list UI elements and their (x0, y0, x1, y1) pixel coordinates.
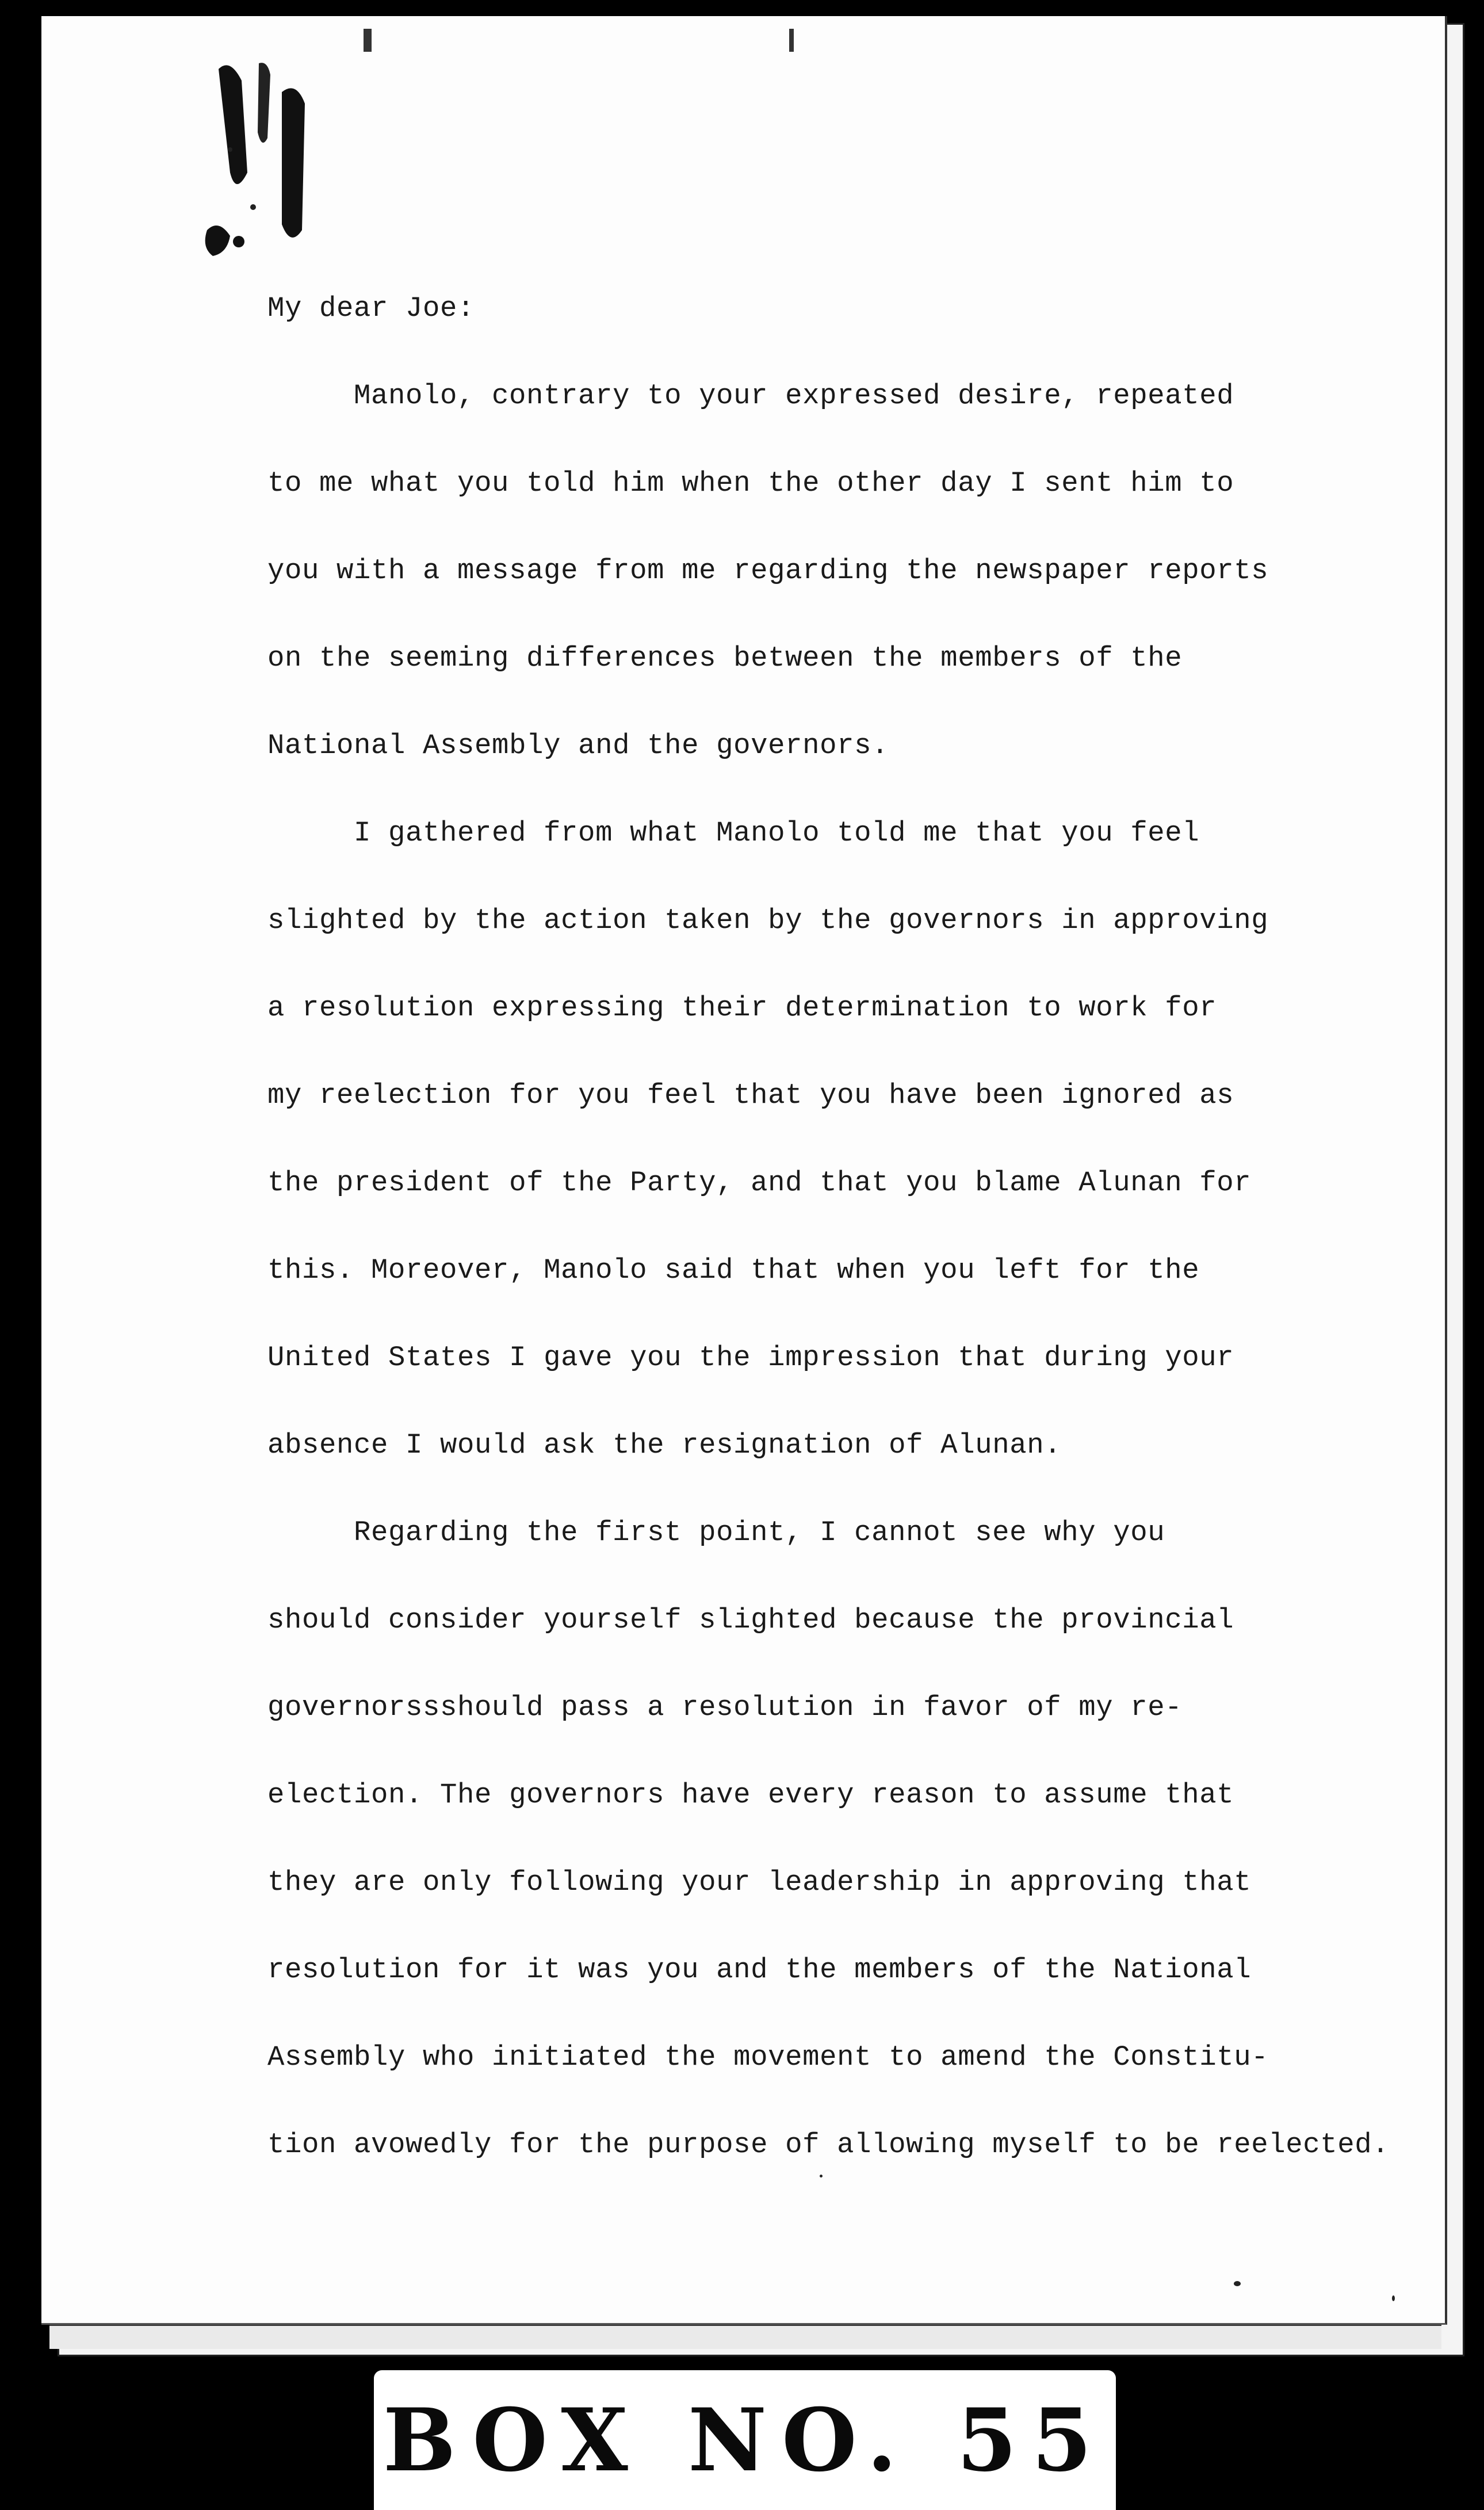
text-line: to me what you told him when the other day I sent him to (267, 467, 1234, 499)
salutation: My dear Joe: (267, 292, 475, 324)
text-line: election. The governors have every reason to assume that (267, 1779, 1234, 1811)
text-line: Regarding the first point, I cannot see why you (354, 1516, 1165, 1549)
ink-blotch (196, 58, 368, 276)
text-line: Assembly who initiated the movement to amend the Constitu- (267, 2041, 1269, 2073)
box-number-text: BOX NO. 55 (383, 2389, 1107, 2491)
text-line: should consider yourself slighted because the provincial (267, 1604, 1234, 1636)
paragraph (267, 352, 1406, 789)
ink-speck (1234, 2281, 1241, 2286)
paragraphs (267, 352, 1406, 2188)
text-line: United States I gave you the impression that during your (267, 1342, 1234, 1374)
text-line: the president of the Party, and that you blame Alunan for (267, 1167, 1252, 1199)
text-line: tion avowedly for the purpose of allowing myself to be reelected. (267, 2129, 1390, 2161)
text-line: my reelection for you feel that you have been ignored as (267, 1079, 1234, 1111)
paper-clip-mark (364, 29, 372, 52)
text-line: governorssshould pass a resolution in favor of my re- (267, 1691, 1183, 1724)
text-line: slighted by the action taken by the governors in approving (267, 904, 1269, 937)
text-line: they are only following your leadership in approving that (267, 1866, 1252, 1898)
letter-body (267, 265, 1406, 2188)
ink-speck (820, 2175, 823, 2177)
archive-box-label (374, 2370, 1116, 2510)
text-line: I gathered from what Manolo told me that you feel (354, 817, 1200, 849)
paragraph (267, 1489, 1406, 2188)
text-line: this. Moreover, Manolo said that when you left for the (267, 1254, 1200, 1286)
text-line: a resolution expressing their determination to work for (267, 992, 1217, 1024)
text-line: on the seeming differences between the members of the (267, 642, 1183, 674)
text-line: National Assembly and the governors. (267, 729, 889, 762)
paragraph (267, 789, 1406, 1489)
text-line: Manolo, contrary to your expressed desire, repeated (354, 380, 1234, 412)
back-sheet-bottom-edge (49, 2324, 1441, 2349)
text-line: you with a message from me regarding the newspaper reports (267, 555, 1269, 587)
ink-speck (1392, 2295, 1395, 2301)
text-line: resolution for it was you and the members of the National (267, 1954, 1252, 1986)
text-line: absence I would ask the resignation of Alunan. (267, 1429, 1062, 1461)
paper-tear-mark (789, 29, 794, 52)
